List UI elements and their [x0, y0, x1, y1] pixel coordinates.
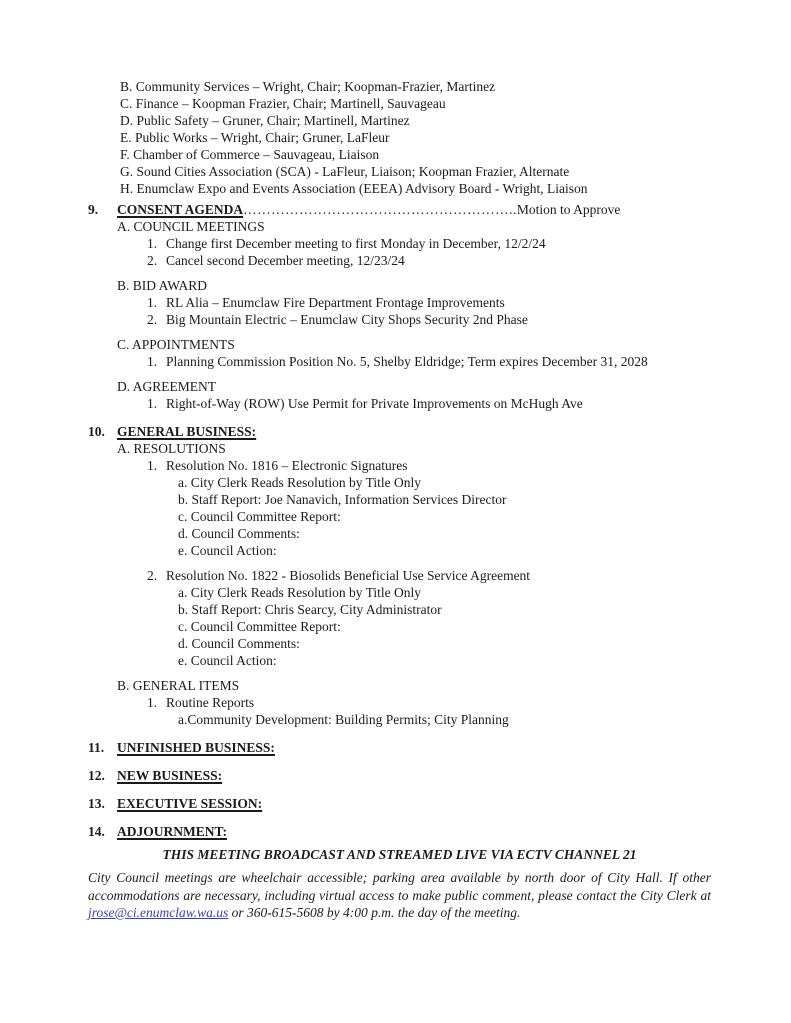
agenda-item	[147, 294, 711, 311]
item-number: 2.	[147, 253, 158, 268]
item-text: Planning Commission Position No. 5, Shelby Eldridge; Term expires December 31, 2028	[166, 354, 648, 369]
item-text: Resolution No. 1816 – Electronic Signatures	[166, 458, 408, 473]
sub-item: d. Council Comments:	[178, 636, 300, 651]
section-number: 13.	[88, 796, 105, 811]
agenda-item	[147, 395, 711, 412]
agenda-item	[147, 694, 711, 711]
agenda-item	[147, 353, 711, 370]
sub-item: c. Council Committee Report:	[178, 509, 341, 524]
agenda-group	[117, 378, 711, 412]
committee-line: B. Community Services – Wright, Chair; Koopman-Frazier, Martinez	[120, 79, 496, 94]
section-heading	[88, 739, 711, 756]
section-heading	[88, 823, 711, 840]
agenda-item-block	[117, 252, 711, 269]
agenda-item-block	[117, 694, 711, 728]
section-title: GENERAL BUSINESS:	[117, 424, 257, 439]
leader-dots: …………………………………………………..	[243, 202, 517, 217]
committee-line: E. Public Works – Wright, Chair; Gruner, LaFleur	[120, 130, 390, 145]
agenda-item-block	[117, 311, 711, 328]
agenda-item	[147, 457, 711, 474]
sub-item: d. Council Comments:	[178, 526, 300, 541]
group-label: A. RESOLUTIONS	[117, 441, 226, 456]
item-number: 2.	[147, 312, 158, 327]
section-number: 11.	[88, 740, 105, 755]
section-number: 14.	[88, 824, 105, 839]
agenda-section	[88, 823, 711, 840]
committee-line: C. Finance – Koopman Frazier, Chair; Martinell, Sauvageau	[120, 96, 446, 111]
sub-item: a. City Clerk Reads Resolution by Title Only	[178, 475, 422, 490]
item-number: 1.	[147, 295, 158, 310]
group-label: B. BID AWARD	[117, 278, 208, 293]
committee-list	[88, 78, 711, 197]
item-number: 2.	[147, 568, 158, 583]
group-label: C. APPOINTMENTS	[117, 337, 235, 352]
committee-line: D. Public Safety – Gruner, Chair; Martinell, Martinez	[120, 113, 410, 128]
item-text: Change first December meeting to first Monday in December, 12/2/24	[166, 236, 546, 251]
agenda-group	[117, 218, 711, 269]
agenda-item	[147, 252, 711, 269]
item-number: 1.	[147, 458, 158, 473]
item-text: RL Alia – Enumclaw Fire Department Frontage Improvements	[166, 295, 505, 310]
section-title: UNFINISHED BUSINESS:	[117, 740, 275, 755]
section-title: EXECUTIVE SESSION:	[117, 796, 263, 811]
sub-item: b. Staff Report: Joe Nanavich, Information Services Director	[178, 492, 507, 507]
sub-item: a. City Clerk Reads Resolution by Title Only	[178, 585, 422, 600]
section-number: 9.	[88, 202, 99, 217]
agenda-group	[117, 277, 711, 328]
section-number: 12.	[88, 768, 105, 783]
section-title: CONSENT AGENDA	[117, 202, 244, 217]
committee-line: H. Enumclaw Expo and Events Association (EEEA) Advisory Board - Wright, Liaison	[120, 181, 588, 196]
item-text: Big Mountain Electric – Enumclaw City Shops Security 2nd Phase	[166, 312, 528, 327]
item-number: 1.	[147, 354, 158, 369]
sub-item: e. Council Action:	[178, 543, 277, 558]
agenda-item-block	[117, 567, 711, 669]
agenda-section	[88, 201, 711, 412]
group-label: B. GENERAL ITEMS	[117, 678, 240, 693]
section-number: 10.	[88, 424, 105, 439]
section-suffix: Motion to Approve	[516, 202, 621, 217]
agenda-item-block	[117, 395, 711, 412]
agenda-item-block	[117, 235, 711, 252]
accessibility-note-tail: or 360-615-5608 by 4:00 p.m. the day of the meeting.	[228, 905, 521, 920]
section-heading	[88, 767, 711, 784]
agenda-item	[147, 235, 711, 252]
agenda-item-block	[117, 353, 711, 370]
agenda-group	[117, 440, 711, 669]
agenda-item-block	[117, 294, 711, 311]
sub-item: a.Community Development: Building Permits; City Planning	[178, 712, 509, 727]
section-heading	[88, 795, 711, 812]
accessibility-note	[88, 869, 711, 922]
agenda-section	[88, 423, 711, 728]
item-number: 1.	[147, 236, 158, 251]
section-heading	[88, 423, 711, 440]
agenda-section	[88, 767, 711, 784]
agenda-group	[117, 336, 711, 370]
item-number: 1.	[147, 695, 158, 710]
agenda-section	[88, 739, 711, 756]
committee-line: G. Sound Cities Association (SCA) - LaFleur, Liaison; Koopman Frazier, Alternate	[120, 164, 570, 179]
sub-item: e. Council Action:	[178, 653, 277, 668]
item-text: Resolution No. 1822 - Biosolids Beneficial Use Service Agreement	[166, 568, 531, 583]
accessibility-note-text: City Council meetings are wheelchair accessible; parking area available by north door of City Hall. If other accommodations are necessary, including virtual access to make public comment, please contact the City Clerk at	[88, 870, 711, 903]
agenda-section	[88, 795, 711, 812]
item-number: 1.	[147, 396, 158, 411]
agenda-item	[147, 311, 711, 328]
agenda-item	[147, 567, 711, 584]
agenda-item-block	[117, 457, 711, 559]
section-title: NEW BUSINESS:	[117, 768, 223, 783]
item-text: Routine Reports	[166, 695, 255, 710]
committee-line: F. Chamber of Commerce – Sauvageau, Liaison	[120, 147, 380, 162]
agenda-sections	[88, 201, 711, 840]
item-text: Right-of-Way (ROW) Use Permit for Private Improvements on McHugh Ave	[166, 396, 583, 411]
group-label: D. AGREEMENT	[117, 379, 216, 394]
broadcast-notice: THIS MEETING BROADCAST AND STREAMED LIVE VIA ECTV CHANNEL 21	[162, 847, 637, 862]
group-label: A. COUNCIL MEETINGS	[117, 219, 265, 234]
section-title: ADJOURNMENT:	[117, 824, 227, 839]
section-heading	[88, 201, 711, 218]
agenda-group	[117, 677, 711, 728]
sub-item: b. Staff Report: Chris Searcy, City Administrator	[178, 602, 442, 617]
city-clerk-email-link[interactable]: jrose@ci.enumclaw.wa.us	[88, 905, 229, 920]
sub-item: c. Council Committee Report:	[178, 619, 341, 634]
item-text: Cancel second December meeting, 12/23/24	[166, 253, 405, 268]
